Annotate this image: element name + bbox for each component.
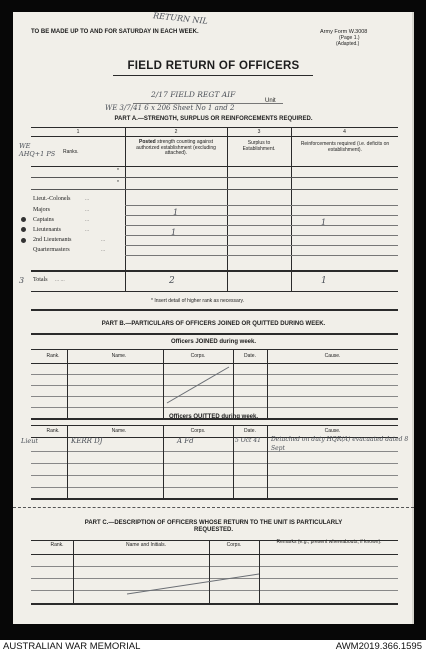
unit-label: Unit — [265, 98, 276, 104]
joined-col-corps: Corps. — [190, 353, 206, 359]
quitted-col-name: Name. — [111, 428, 127, 434]
partc-col-remarks: Remarks (e.g., present whereabouts, if known). — [276, 539, 382, 545]
joined-col-date: Date. — [244, 353, 256, 359]
weekly-instruction: TO BE MADE UP TO AND FOR SATURDAY IN EACH WEEK. — [31, 29, 199, 35]
rank-majors: Majors — [33, 207, 50, 213]
handwritten-ranks-note: WE AHQ+1 PS — [19, 142, 56, 159]
form-title: FIELD RETURN OF OFFICERS — [127, 60, 300, 72]
part-c-separator — [13, 507, 414, 508]
rank-lieut-colonels: Lieut.-Colonels — [33, 196, 71, 202]
asterisk-2: * — [117, 180, 119, 186]
totals-label: Totals — [33, 277, 48, 283]
hand-totals-left: 3 — [19, 276, 25, 285]
quitted-name-entry: KERR DJ — [71, 437, 103, 445]
quitted-col-date: Date. — [244, 428, 256, 434]
rank-2nd-lieutenants: 2nd Lieutenants — [33, 237, 72, 243]
part-c-heading: PART C.—DESCRIPTION OF OFFICERS WHOSE RETURN TO THE UNIT IS PARTICULARLY REQUESTED. — [84, 520, 343, 533]
part-a-footnote: * Insert detail of higher rank as necessary. — [151, 298, 245, 304]
quitted-col-corps: Corps. — [190, 428, 206, 434]
joined-col-name: Name. — [111, 353, 127, 359]
joined-col-cause: Cause. — [324, 353, 341, 359]
caption-left: AUSTRALIAN WAR MEMORIAL — [3, 641, 141, 652]
joined-heading: Officers JOINED during week. — [170, 339, 257, 345]
handwritten-unit: 2/17 FIELD REGT AIF — [151, 90, 236, 99]
surplus-header: Surplus to Establishment. — [242, 140, 276, 152]
rank-lieutenants: Lieutenants — [33, 227, 61, 233]
hand-majors-posted: 1 — [173, 208, 179, 217]
quitted-heading: Officers QUITTED during week. — [168, 414, 258, 420]
part-b-heading: PART B.—PARTICULARS OF OFFICERS JOINED OR QUITTED DURING WEEK. — [101, 321, 326, 327]
caption-bar — [0, 640, 426, 653]
hand-totals-posted: 2 — [169, 276, 175, 286]
page-note: (Page 1.) — [339, 35, 360, 41]
hand-dot-captains — [21, 227, 26, 232]
adapted-note: (Adapted.) — [336, 41, 360, 47]
partc-cancel-stroke — [123, 568, 263, 598]
hand-majors-reinforcements: 1 — [321, 218, 327, 227]
asterisk-1: * — [117, 168, 119, 174]
hand-totals-reinforcements: 1 — [321, 276, 327, 286]
handwritten-sub-note: WE 3/7/41 6 x 206 Sheet No 1 and 2 — [105, 104, 235, 112]
joined-cancel-stroke — [163, 363, 233, 407]
quitted-date-entry: 5 Oct 41 — [235, 437, 261, 444]
handwritten-return-note: RETURN NIL — [152, 11, 209, 26]
hand-dot-lieutenants — [21, 238, 26, 243]
ranks-header: Ranks. — [63, 149, 79, 155]
joined-col-rank: Rank. — [46, 353, 60, 359]
quitted-corps-entry: A Fd — [177, 437, 194, 445]
part-a-heading: PART A.—STRENGTH, SURPLUS OR REINFORCEMENTS REQUIRED. — [114, 116, 313, 122]
col-number-1: 1 — [76, 129, 80, 135]
col-number-4: 4 — [343, 129, 346, 135]
quitted-col-rank: Rank. — [46, 428, 60, 434]
quitted-col-cause: Cause. — [324, 428, 341, 434]
quitted-rank-entry: Lieut — [21, 437, 39, 445]
partc-col-corps: Corps. — [226, 542, 242, 548]
reinforcements-header: Reinforcements required (i.e. deficits on establishment). — [300, 141, 390, 153]
col-number-3: 3 — [257, 129, 261, 135]
rank-quartermasters: Quartermasters — [33, 247, 70, 253]
title-underline — [113, 75, 313, 76]
form-sheet: TO BE MADE UP TO AND FOR SATURDAY IN EACH WEEK. Army Form W.3008 (Page 1.) (Adapted.) RETURN NIL FIELD RETURN OF OFFICERS 2/17 FIELD REGT AIF Unit WE 3/7/41 6 x 206 Sheet No 1 and 2 PART A.—STRENGTH, SURPLUS OR REINFORCEMENTS REQUIRED. 1 2 3 4 Ranks. Posted strength counting against authorized establishment (excluding attached). Surplus to Establishment. Reinforcements required (i.e. deficits on establishment). WE AHQ+1 PS * * Lieut.-Colonels Majors Captains Lieutenants 2nd Lieutenants Quartermasters ... ... ... ... ... ... Totals ... ... 1 1 1 2 1 3 * Insert detail of higher rank as necessary. PART B.—PARTICULARS OF OFFICERS JOINED OR QUITTED DURING WEEK. Officers JOINED during week. Rank. Name. Corps. Date. Cause. Officers QUITTED during week. Rank. Name. Corps. Date. Cause. Lieut KERR DJ A Fd 5 Oct 41 Detached on duty HQR(A) evacuated dated 8 Sept PART C.—DESCRIPTION OF OFFICERS WHOSE RETURN TO THE UNIT IS PARTICULARLY REQUESTED. Rank. Name and Initials. Corps. Remarks (e.g., present whereabouts, if known). — [13, 12, 414, 624]
caption-right: AWM2019.366.1595 — [335, 641, 422, 652]
rank-captains: Captains — [33, 217, 54, 223]
partc-col-rank: Rank. — [50, 542, 64, 548]
hand-lieutenants-posted: 1 — [171, 228, 177, 237]
posted-header: Posted strength counting against authorized establishment (excluding attached). — [136, 139, 216, 156]
partc-col-name: Name and Initials. — [125, 542, 167, 548]
form-number: Army Form W.3008 — [320, 29, 368, 35]
col-number-2: 2 — [174, 129, 178, 135]
quitted-cause-entry: Detached on duty HQR(A) evacuated dated 8 Sept — [271, 436, 409, 452]
hand-dot-majors — [21, 217, 26, 222]
